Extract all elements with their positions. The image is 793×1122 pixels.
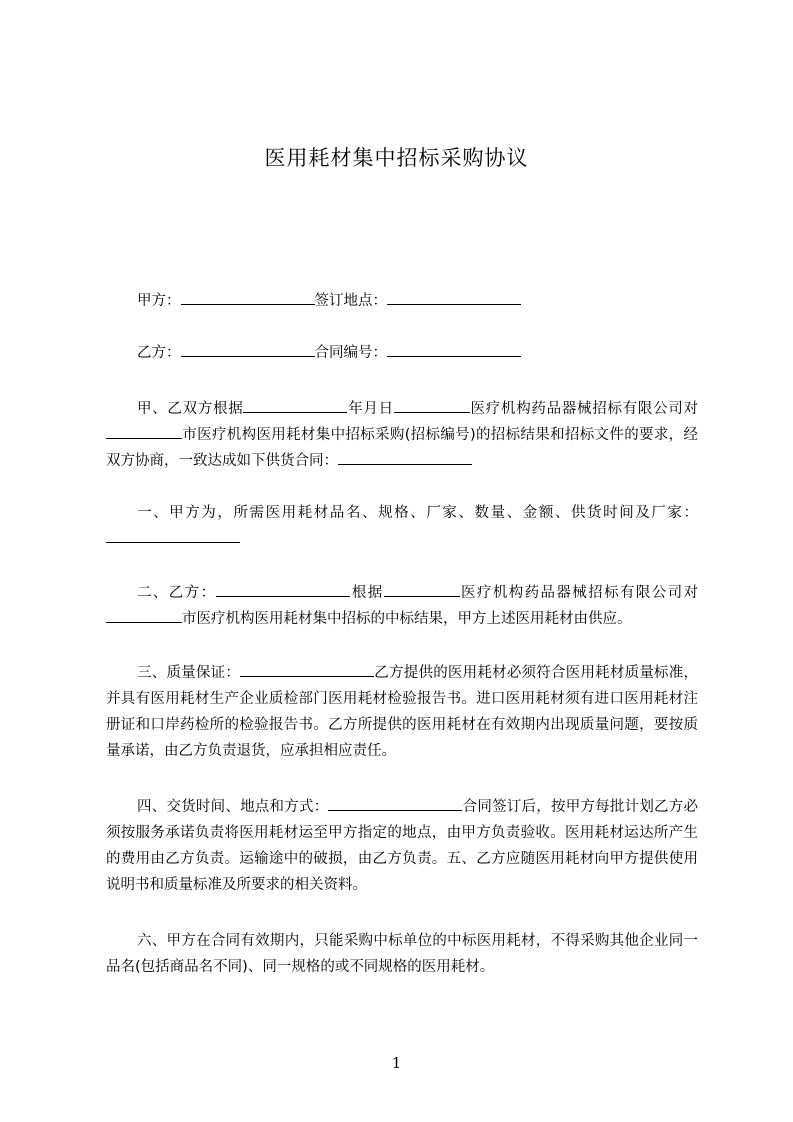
contract-no-label: 合同编号： xyxy=(314,345,387,361)
p1-blank-4[interactable] xyxy=(338,448,472,465)
p1-text-1: 甲、乙双方根据 xyxy=(137,401,244,417)
p4-blank-1[interactable] xyxy=(240,660,374,677)
party-b-label: 乙方： xyxy=(137,345,181,361)
paragraph-article-6 xyxy=(106,928,698,980)
p1-blank-2[interactable] xyxy=(394,396,470,413)
paragraph-basis xyxy=(106,396,698,474)
p5-blank-1[interactable] xyxy=(328,794,462,811)
p1-text-4: 市医疗机构医用耗材集中招标采购(招标编号)的招标结果和招标文件的要求，经双方协商，一致达成如下供货合同： xyxy=(106,427,698,469)
page-number: 1 xyxy=(391,1054,402,1072)
p4-text-2: 乙方提供的医用耗材必须符合医用耗材质量标准，并具有医用耗材生产企业质检部门医用耗材检验报告书。进口医用耗材须有进口医用耗材注册证和口岸药检所的检验报告书。乙方所提供的医用耗材在有效期内出现质量问题，要按质量承诺，由乙方负责退货，应承担相应责任。 xyxy=(106,665,699,759)
paragraph-article-1 xyxy=(106,500,698,552)
p1-blank-3[interactable] xyxy=(106,422,182,439)
p3-text-1: 二、乙方： xyxy=(137,585,217,601)
p2-blank-1[interactable] xyxy=(106,526,240,543)
party-a-blank[interactable] xyxy=(181,288,315,305)
p3-text-4: 市医疗机构医用耗材集中招标的中标结果，甲方上述医用耗材由供应。 xyxy=(182,611,632,627)
party-b-blank[interactable] xyxy=(181,340,315,357)
paragraph-article-3 xyxy=(106,660,698,764)
contract-no-blank[interactable] xyxy=(387,340,521,357)
p3-blank-3[interactable] xyxy=(106,606,182,623)
paragraph-article-4 xyxy=(106,794,698,898)
p4-text-1: 三、质量保证： xyxy=(137,665,241,681)
p1-blank-1[interactable] xyxy=(243,396,347,413)
p2-text-1: 一、甲方为，所需医用耗材品名、规格、厂家、数量、金额、供货时间及厂家： xyxy=(137,505,698,521)
p5-text-2: 合同签订后，按甲方每批计划乙方必须按服务承诺负责将医用耗材运至甲方指定的地点，由甲方负责验收。医用耗材运达所产生的费用由乙方负责。运输途中的破损，由乙方负责。五、乙方应随医用耗材向甲方提供使用说明书和质量标准及所要求的相关资料。 xyxy=(106,799,699,893)
p3-blank-2[interactable] xyxy=(384,580,460,597)
sign-place-blank[interactable] xyxy=(387,288,521,305)
p3-text-2: 根据 xyxy=(350,585,384,601)
p3-text-3: 医疗机构药品器械招标有限公司对 xyxy=(459,585,699,601)
p5-text-1: 四、交货时间、地点和方式： xyxy=(137,799,329,815)
p1-text-2: 年月日 xyxy=(347,401,394,417)
paragraph-article-2 xyxy=(106,580,698,632)
document-title: 医用耗材集中招标采购协议 xyxy=(264,146,529,170)
party-a-label: 甲方： xyxy=(137,293,181,309)
p3-blank-1[interactable] xyxy=(216,580,350,597)
p1-text-3: 医疗机构药品器械招标有限公司对 xyxy=(469,401,699,417)
sign-place-label: 签订地点： xyxy=(314,293,387,309)
party-a-line xyxy=(137,288,521,314)
party-b-line xyxy=(137,340,521,366)
p6-text-1: 六、甲方在合同有效期内，只能采购中标单位的中标医用耗材，不得采购其他企业同一品名(包括商品名不同)、同一规格的或不同规格的医用耗材。 xyxy=(106,933,698,975)
